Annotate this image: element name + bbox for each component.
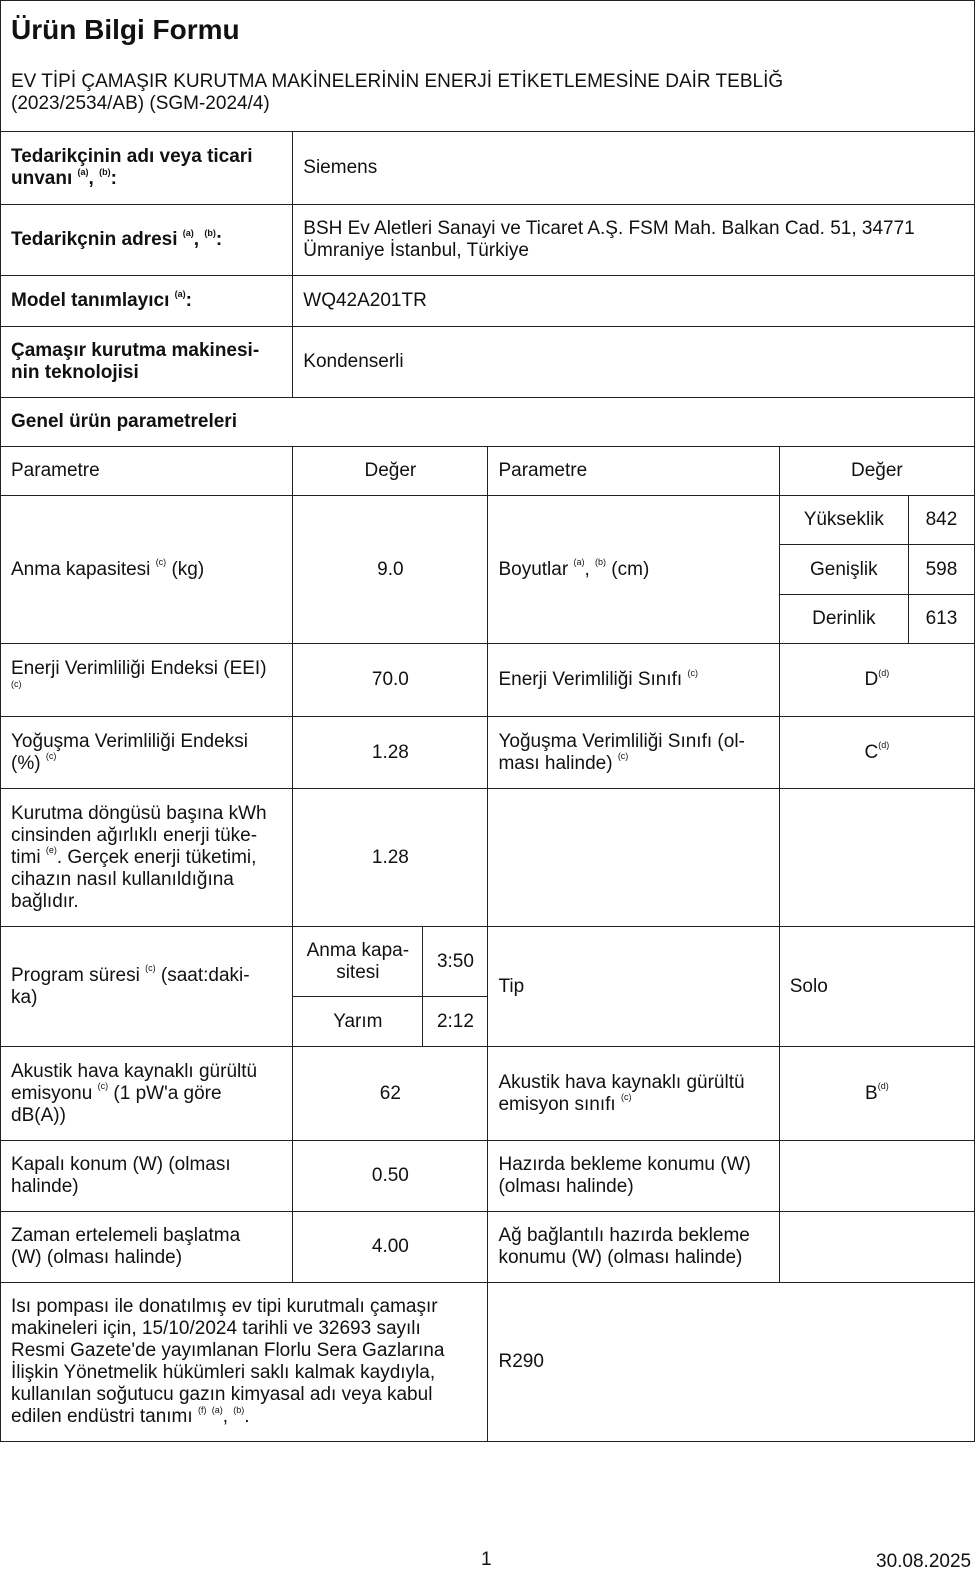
depth-label: Derinlik (779, 595, 908, 644)
page-number: 1 (481, 1549, 492, 1570)
eei-value: 70.0 (293, 644, 488, 717)
delay-start-label: Zaman ertelemeli başlatma (W) (olması halinde) (1, 1212, 293, 1283)
col-header-value-right: Değer (779, 447, 974, 496)
page-title: Ürün Bilgi Formu (11, 14, 240, 45)
type-label: Tip (488, 927, 779, 1047)
regulation-title: EV TİPİ ÇAMAŞIR KURUTMA MAKİNELERİNİN ENERJİ ETİKETLEMESİNE DAİR TEBLİĞ (2023/2534/AB) (SGM-2024/4) (11, 71, 784, 114)
width-label: Genişlik (779, 545, 908, 595)
empty-cell (488, 789, 779, 927)
dimensions-label: Boyutlar $^{(a)}$, $^{(b)}$ (cm) (488, 496, 779, 644)
standby-value (779, 1141, 974, 1212)
refrigerant-value: R290 (488, 1283, 975, 1442)
condensation-value: 1.28 (293, 717, 488, 789)
condensation-class-label: Yoğuşma Verimliliği Sınıfı (ol- ması halinde) $^{(c)}$ (488, 717, 779, 789)
noise-value: 62 (293, 1047, 488, 1141)
technology-value: Kondenserli (293, 327, 975, 398)
empty-cell (779, 789, 974, 927)
footer-date: 30.08.2025 (876, 1551, 972, 1572)
eei-class-value: $D^{(d)}$ (779, 644, 974, 717)
eei-class-label: Enerji Verimliliği Sınıfı $^{(c)}$ (488, 644, 779, 717)
type-value: Solo (779, 927, 974, 1047)
network-standby-label: Ağ bağlantılı hazırda bekleme konumu (W) (olması halinde) (488, 1212, 779, 1283)
depth-value: 613 (908, 595, 974, 644)
network-standby-value (779, 1212, 974, 1283)
eei-label: Enerji Verimliliği Endeksi (EEI) $^{(c)}$ (1, 644, 293, 717)
supplier-name-value: Siemens (293, 132, 975, 205)
section-title: Genel ürün parametreleri (1, 398, 975, 447)
col-header-value-left: Değer (293, 447, 488, 496)
program-half-value: 2:12 (423, 997, 488, 1047)
supplier-address-value: BSH Ev Aletleri Sanayi ve Ticaret A.Ş. FSM Mah. Balkan Cad. 51, 34771 Ümraniye İstanbul, Türkiye (293, 205, 975, 276)
condensation-label: Yoğuşma Verimliliği Endeksi (%) $^{(c)}$ (1, 717, 293, 789)
height-value: 842 (908, 496, 974, 545)
model-value: WQ42A201TR (293, 276, 975, 327)
program-full-value: 3:50 (423, 927, 488, 997)
header-cell (1, 1, 975, 132)
supplier-address-label: Tedarikçnin adresi $^{(a)}$, $^{(b)}$: (1, 205, 293, 276)
refrigerant-label: Isı pompası ile donatılmış ev tipi kurutmalı çamaşır makineleri için, 15/10/2024 tarihli ve 32693 sayılı Resmi Gazete'de yayımlanan Florlu Sera Gazlarına İlişkin Yönetmelik hükümleri saklı kalmak kaydıyla, kullanılan soğutucu gazın kimyasal adı veya kabul edilen endüstri tanımı $^{(f)}$ $^{(a)}$, $^{(b)}$. (1, 1283, 488, 1442)
col-header-param-right: Parametre (488, 447, 779, 496)
program-half-label: Yarım (293, 997, 423, 1047)
model-label: Model tanımlayıcı $^{(a)}$: (1, 276, 293, 327)
noise-class-value: $B^{(d)}$ (779, 1047, 974, 1141)
energy-consumption-value: 1.28 (293, 789, 488, 927)
capacity-value: 9.0 (293, 496, 488, 644)
technology-label: Çamaşır kurutma makinesi- nin teknolojisi (1, 327, 293, 398)
delay-start-value: 4.00 (293, 1212, 488, 1283)
off-mode-value: 0.50 (293, 1141, 488, 1212)
noise-class-label: Akustik hava kaynaklı gürültü emisyon sınıfı $^{(c)}$ (488, 1047, 779, 1141)
capacity-label: Anma kapasitesi $^{(c)}$ (kg) (1, 496, 293, 644)
width-value: 598 (908, 545, 974, 595)
supplier-name-label: Tedarikçinin adı veya ticari unvanı $^{(a)}$, $^{(b)}$: (1, 132, 293, 205)
program-duration-label: Program süresi $^{(c)}$ (saat:daki- ka) (1, 927, 293, 1047)
noise-label: Akustik hava kaynaklı gürültü emisyonu $^{(c)}$ (1 pW'a göre dB(A)) (1, 1047, 293, 1141)
height-label: Yükseklik (779, 496, 908, 545)
off-mode-label: Kapalı konum (W) (olması halinde) (1, 1141, 293, 1212)
program-full-label: Anma kapa- sitesi (293, 927, 423, 997)
condensation-class-value: $C^{(d)}$ (779, 717, 974, 789)
standby-label: Hazırda bekleme konumu (W) (olması halinde) (488, 1141, 779, 1212)
col-header-param-left: Parametre (1, 447, 293, 496)
energy-consumption-label: Kurutma döngüsü başına kWh cinsinden ağırlıklı enerji tüke- timi $^{(e)}$. Gerçek enerji tüketimi, cihazın nasıl kullanıldığına bağlıdır. (1, 789, 293, 927)
